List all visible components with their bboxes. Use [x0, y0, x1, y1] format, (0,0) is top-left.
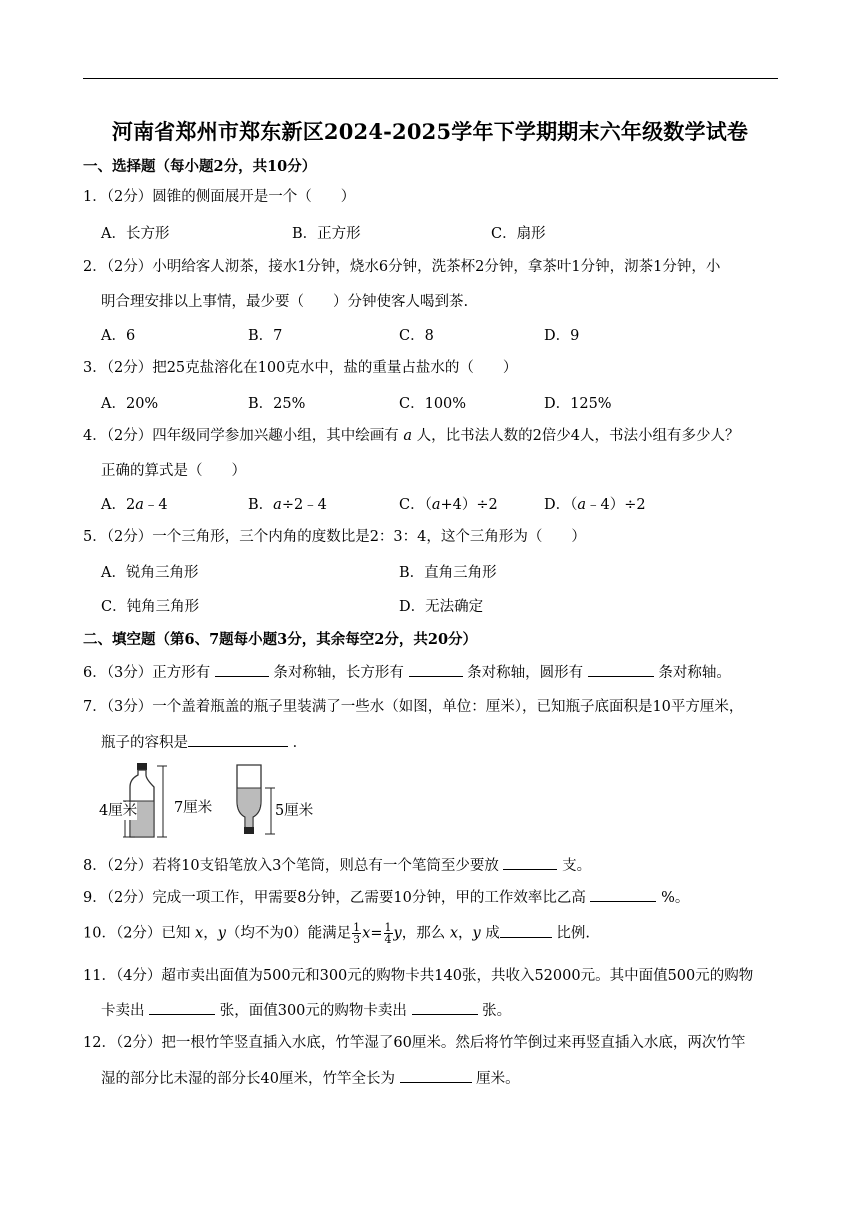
fraction-one-third: $\frac{1}{3}$ — [353, 921, 361, 946]
upright-bottle-icon — [123, 763, 167, 837]
q3-option-a: A．20% — [101, 396, 159, 412]
q6-blank-square[interactable] — [215, 662, 269, 677]
q8-blank[interactable] — [503, 855, 557, 870]
q3-option-d: D．125% — [544, 396, 612, 412]
q9-blank[interactable] — [590, 887, 656, 902]
q3-option-c: C．100% — [399, 396, 467, 412]
section-heading-choice: 一、选择题（每小题2分，共10分） — [83, 158, 317, 175]
label-4cm: 4厘米 — [99, 803, 138, 819]
q12-blank[interactable] — [400, 1068, 472, 1083]
page-title: 河南省郑州市郑东新区2024-2025学年下学期期末六年级数学试卷 — [111, 119, 749, 144]
q5-option-c: C．钝角三角形 — [101, 599, 200, 615]
q10-blank[interactable] — [500, 923, 552, 938]
question-4-line1: 4．（2分）四年级同学参加兴趣小组，其中绘画有 a 人，比书法人数的2倍少4人，书法小组有多少人？ — [83, 428, 740, 444]
q6-blank-circle[interactable] — [588, 662, 654, 677]
q6-blank-rectangle[interactable] — [409, 662, 463, 677]
q2-option-a: A．6 — [101, 328, 136, 344]
q1-option-b: B．正方形 — [292, 226, 361, 242]
q5-option-d: D．无法确定 — [399, 599, 484, 615]
q5-option-b: B．直角三角形 — [399, 565, 497, 581]
q2-option-c: C．8 — [399, 328, 434, 344]
question-11-line2: 卡卖出 张，面值300元的购物卡卖出 张。 — [101, 999, 511, 1020]
label-7cm: 7厘米 — [174, 800, 213, 816]
question-2-line1: 2．（2分）小明给客人沏茶，接水1分钟，烧水6分钟，洗茶杯2分钟，拿茶叶1分钟，沏茶1分钟，小 — [83, 259, 721, 275]
question-10-text: 10．（2分）已知 x，y（均不为0）能满足 $\frac{1}{3}$ x= $\frac{1}{4}$ y，那么 x，y 成 比例. — [83, 921, 591, 946]
question-7-line1: 7．（3分）一个盖着瓶盖的瓶子里装满了一些水（如图，单位：厘米），已知瓶子底面积是10平方厘米， — [83, 699, 744, 715]
q7-blank-capacity[interactable] — [188, 732, 288, 747]
question-2-line2: 明合理安排以上事情，最少要（ ）分钟使客人喝到茶. — [101, 294, 469, 310]
question-11-line1: 11．（4分）超市卖出面值为500元和300元的购物卡共140张，共收入52000元。其中面值500元的购物 — [83, 968, 754, 984]
question-5-text: 5．（2分）一个三角形，三个内角的度数比是2：3：4，这个三角形为（ ） — [83, 529, 586, 545]
question-3-text: 3．（2分）把25克盐溶化在100克水中，盐的重量占盐水的（ ） — [83, 360, 518, 376]
q4-option-d: D．（a﹣4）÷2 — [544, 497, 646, 513]
q2-option-d: D．9 — [544, 328, 580, 344]
question-12-line2: 湿的部分比未湿的部分长40厘米，竹竿全长为 厘米。 — [101, 1067, 520, 1088]
question-6-text: 6．（3分）正方形有 条对称轴，长方形有 条对称轴，圆形有 条对称轴。 — [83, 662, 783, 683]
inverted-bottle-icon — [237, 765, 275, 834]
question-4-line2: 正确的算式是（ ） — [101, 463, 246, 479]
question-9-text: 9．（2分）完成一项工作，甲需要8分钟，乙需要10分钟，甲的工作效率比乙高 %。 — [83, 887, 783, 908]
question-12-line1: 12．（2分）把一根竹竿竖直插入水底，竹竿湿了60厘米。然后将竹竿倒过来再竖直插入水底，两次竹竿 — [83, 1035, 746, 1051]
section-heading-fill: 二、填空题（第6、7题每小题3分，其余每空2分，共20分） — [83, 631, 478, 648]
label-5cm: 5厘米 — [275, 803, 314, 819]
question-8-text: 8．（2分）若将10支铅笔放入3个笔筒，则总有一个笔筒至少要放 支。 — [83, 855, 783, 876]
q5-option-a: A．锐角三角形 — [101, 565, 199, 581]
q4-option-a: A．2a﹣4 — [101, 497, 168, 513]
header-rule — [83, 78, 778, 79]
q4-option-b: B．a÷2﹣4 — [248, 497, 327, 513]
bottle-figure — [99, 761, 324, 841]
q4-option-c: C．（a+4）÷2 — [399, 497, 498, 513]
question-7-line2: 瓶子的容积是 ． — [101, 731, 307, 752]
q11-blank-500[interactable] — [149, 1000, 215, 1015]
q3-option-b: B．25% — [248, 396, 306, 412]
q1-option-c: C．扇形 — [491, 226, 546, 242]
q2-option-b: B．7 — [248, 328, 283, 344]
q11-blank-300[interactable] — [412, 1000, 478, 1015]
fraction-one-fourth: $\frac{1}{4}$ — [384, 921, 392, 946]
q1-option-a: A．长方形 — [101, 226, 170, 242]
question-1-text: 1．（2分）圆锥的侧面展开是一个（ ） — [83, 189, 356, 205]
